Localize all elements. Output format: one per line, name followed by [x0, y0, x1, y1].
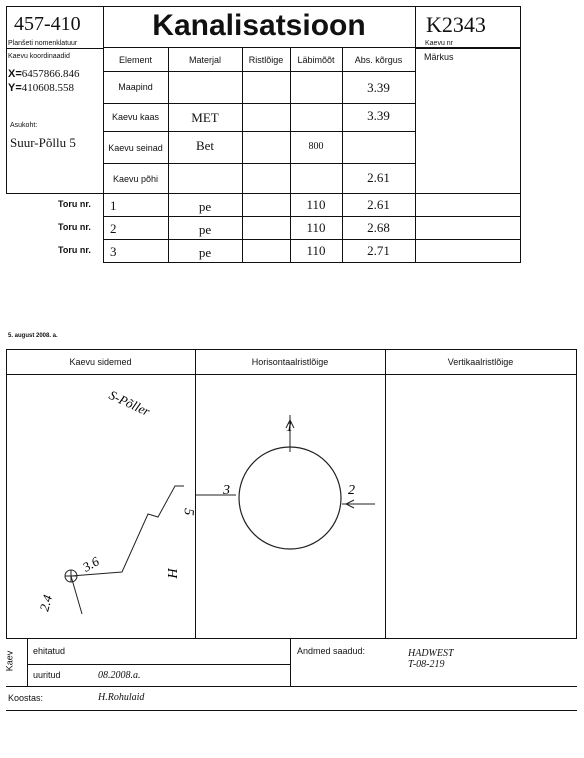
pipe-materjal-1: pe [198, 199, 212, 214]
data-label: Andmed saadud: [297, 646, 366, 656]
pipe-materjal-2: pe [198, 222, 212, 237]
plan-label: Planšeti nomenklatuur [8, 40, 78, 47]
address-value: Suur-Põllu 5 [10, 135, 76, 150]
footer-side-label: Kaev [4, 650, 15, 672]
pipe-abs-2: 2.68 [367, 220, 390, 235]
data-company: HADWEST [408, 648, 454, 659]
row-labimoot-seinad: 800 [308, 141, 324, 152]
pipe-label-2: Toru nr. [58, 222, 91, 232]
col-header-ristloige: Ristlõige [248, 55, 284, 65]
pipe-nr-1: 1 [110, 198, 117, 213]
pipe-abs-1: 2.61 [367, 197, 390, 212]
well-label: Kaevu nr [425, 40, 454, 47]
address-label: Asukoht: [10, 122, 38, 129]
sketch-pipe-3: 3 [223, 483, 230, 498]
row-element-seinad: Kaevu seinad [108, 143, 163, 153]
coord-y-value: 410608.558 [21, 82, 75, 94]
sketch-dim-c: 5 [180, 507, 196, 516]
plan-number: 457-410 [14, 13, 81, 35]
row-materjal-kaas: MET [191, 110, 219, 125]
pipe-label-1: Toru nr. [58, 199, 91, 209]
coord-x-value: 6457866.846 [21, 68, 80, 80]
row-element-kaas: Kaevu kaas [111, 112, 160, 122]
row-abs-kaas: 3.39 [367, 108, 390, 123]
section-vertical-title: Vertikaalristlõige [447, 357, 514, 367]
sketch-dim-b: 2.4 [36, 593, 56, 613]
sketch-street: S-Põller [106, 387, 153, 420]
col-header-abs: Abs. kõrgus [354, 55, 403, 65]
surveyed-label: uuritud [33, 670, 61, 680]
coord-x-label: X= [8, 68, 22, 80]
pipe-labimoot-3: 110 [306, 243, 326, 258]
well-id: K2343 [426, 12, 486, 37]
sketch-dim-a: 3.6 [80, 553, 102, 575]
pipe-label-3: Toru nr. [58, 245, 91, 255]
section-ties-title: Kaevu sidemed [69, 357, 132, 367]
col-header-element: Element [118, 55, 153, 65]
pipe-nr-3: 3 [110, 244, 117, 259]
col-header-materjal: Materjal [188, 55, 221, 65]
pipe-labimoot-2: 110 [306, 220, 326, 235]
page-title: Kanalisatsioon [152, 9, 366, 42]
sketch-mark-h: H [164, 568, 179, 579]
col-header-labimoot: Läbimõõt [297, 55, 335, 65]
compiled-label: Koostas: [8, 693, 44, 703]
section-horizontal-title: Horisontaalristlõige [251, 357, 329, 367]
well-circle [239, 447, 341, 549]
coords-label: Kaevu koordinaadid [8, 53, 70, 60]
row-element-pohi: Kaevu põhi [112, 174, 159, 184]
pipe-materjal-3: pe [198, 245, 212, 260]
built-label: ehitatud [33, 646, 66, 656]
row-materjal-seinad: Bet [195, 138, 215, 153]
pipe-abs-3: 2.71 [367, 243, 390, 258]
row-element-maapind: Maapind [118, 82, 153, 92]
row-abs-pohi: 2.61 [367, 170, 390, 185]
data-code: T-08-219 [408, 659, 445, 670]
row-abs-maapind: 3.39 [367, 80, 390, 95]
date-line: 5. august 2008. a. [8, 333, 58, 339]
pipe-nr-2: 2 [110, 221, 117, 236]
pipe-labimoot-1: 110 [306, 197, 326, 212]
compiled-value: H.Rohulaid [98, 692, 145, 703]
coord-y-label: Y= [8, 82, 22, 94]
sketch-pipe-1: 1 [286, 420, 293, 435]
surveyed-value: 08.2008.a. [98, 670, 141, 681]
sketch-pipe-2: 2 [348, 483, 355, 498]
col-header-markus: Märkus [424, 52, 454, 62]
